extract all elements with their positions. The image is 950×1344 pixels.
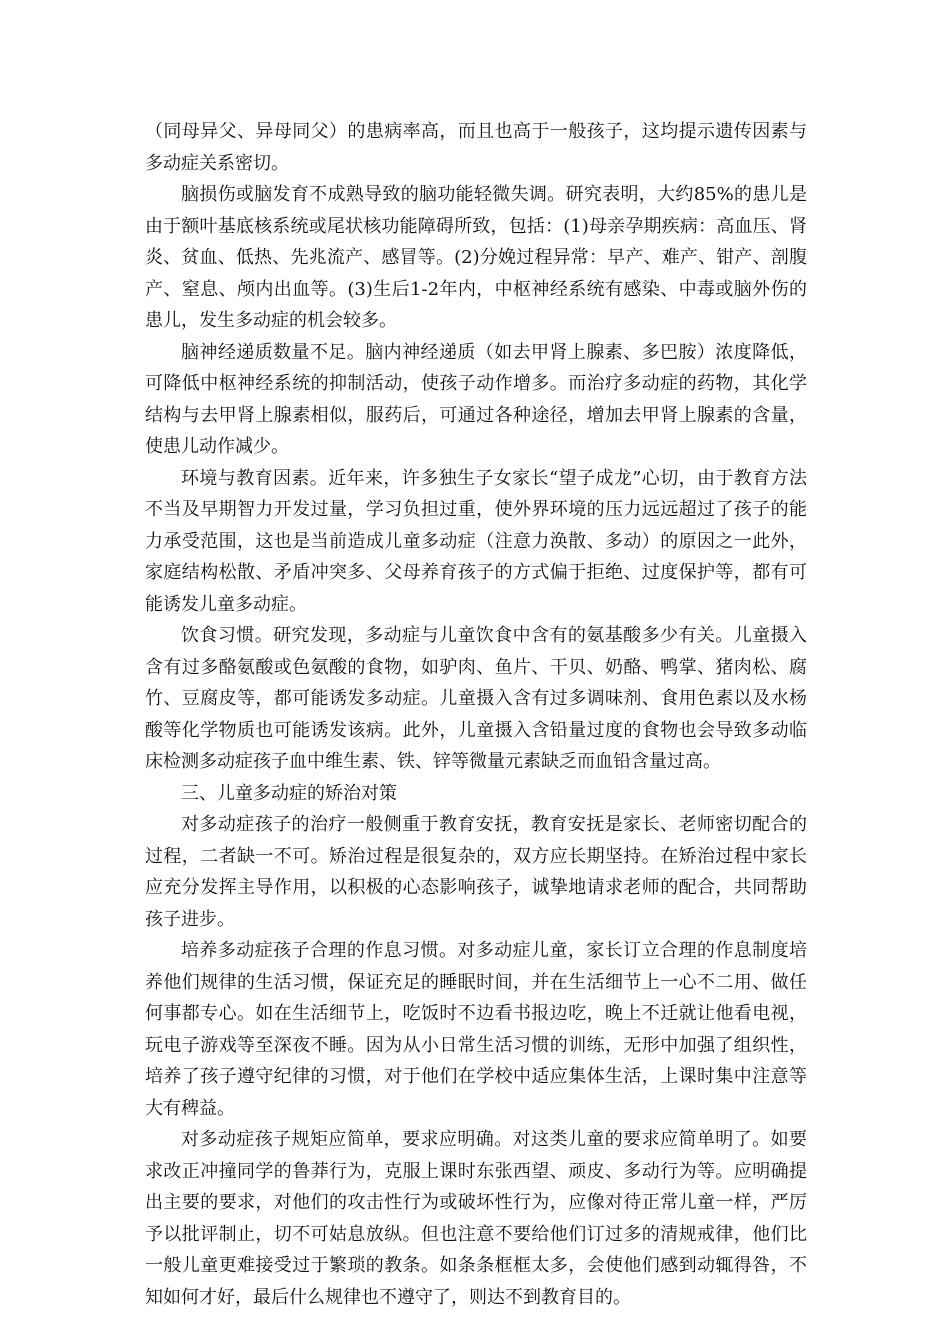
paragraph-neurotransmitter: 脑神经递质数量不足。脑内神经递质（如去甲肾上腺素、多巴胺）浓度降低，可降低中枢神经系统的抑制活动，使孩子动作增多。而治疗多动症的药物，其化学结构与去甲肾上腺素相似，服药后，可通过各种途径，增加去甲肾上腺素的含量，使患儿动作减少。	[145, 341, 807, 457]
paragraph-heredity-continued: （同母异父、异母同父）的患病率高，而且也高于一般孩子，这均提示遗传因素与多动症关系密切。	[145, 121, 807, 174]
paragraph-diet: 饮食习惯。研究发现，多动症与儿童饮食中含有的氨基酸多少有关。儿童摄入含有过多酪氨酸或色氨酸的食物，如驴肉、鱼片、干贝、奶酪、鸭掌、猪肉松、腐竹、豆腐皮等，都可能诱发多动症。儿童摄入含有过多调味剂、食用色素以及水杨酸等化学物质也可能诱发该病。此外，儿童摄入含铅量过度的食物也会导致多动临床检测多动症孩子血中维生素、铁、锌等微量元素缺乏而血铅含量过高。	[145, 625, 807, 772]
paragraph-simple-rules: 对多动症孩子规矩应简单，要求应明确。对这类儿童的要求应简单明了。如要求改正冲撞同学的鲁莽行为，克服上课时东张西望、顽皮、多动行为等。应明确提出主要的要求，对他们的攻击性行为或破坏性行为，应像对待正常儿童一样，严厉予以批评制止，切不可姑息放纵。但也注意不要给他们订过多的清规戒律，他们比一般儿童更难接受过于繁琐的教条。如条条框框太多，会使他们感到动辄得咎，不知如何才好，最后什么规律也不遵守了，则达不到教育目的。	[145, 1129, 807, 1308]
paragraph-routine-habits: 培养多动症孩子合理的作息习惯。对多动症儿童，家长订立合理的作息制度培养他们规律的生活习惯，保证充足的睡眠时间，并在生活细节上一心不二用、做任何事都专心。如在生活细节上，吃饭时不边看书报边吃，晚上不迁就让他看电视，玩电子游戏等至深夜不睡。因为从小日常生活习惯的训练，无形中加强了组织性，培养了孩子遵守纪律的习惯，对于他们在学校中适应集体生活，上课时集中注意等大有稗益。	[145, 940, 807, 1119]
paragraph-environment-education: 环境与教育因素。近年来，许多独生子女家长“望子成龙”心切，由于教育方法不当及早期智力开发过量，学习负担过重，使外界环境的压力远远超过了孩子的能力承受范围，这也是当前造成儿童多动症（注意力涣散、多动）的原因之一此外，家庭结构松散、矛盾冲突多、父母养育孩子的方式偏于拒绝、过度保护等，都有可能诱发儿童多动症。	[145, 467, 807, 615]
paragraph-brain-injury: 脑损伤或脑发育不成熟导致的脑功能轻微失调。研究表明，大约85%的患儿是由于额叶基底核系统或尾状核功能障碍所致，包括：(1)母亲孕期疾病：高血压、肾炎、贫血、低热、先兆流产、感冒等。(2)分娩过程异常：早产、难产、钳产、剖腹产、窒息、颅内出血等。(3)生后1-2年内，中枢神经系统有感染、中毒或脑外伤的患儿，发生多动症的机会较多。	[145, 184, 807, 331]
document-body	[145, 116, 807, 1313]
section-heading-treatment: 三、儿童多动症的矫治对策	[181, 782, 397, 804]
paragraph-treatment-intro: 对多动症孩子的治疗一般侧重于教育安抚，教育安抚是家长、老师密切配合的过程，二者缺一不可。矫治过程是很复杂的，双方应长期坚持。在矫治过程中家长应充分发挥主导作用，以积极的心态影响孩子，诚挚地请求老师的配合，共同帮助孩子进步。	[145, 814, 807, 930]
